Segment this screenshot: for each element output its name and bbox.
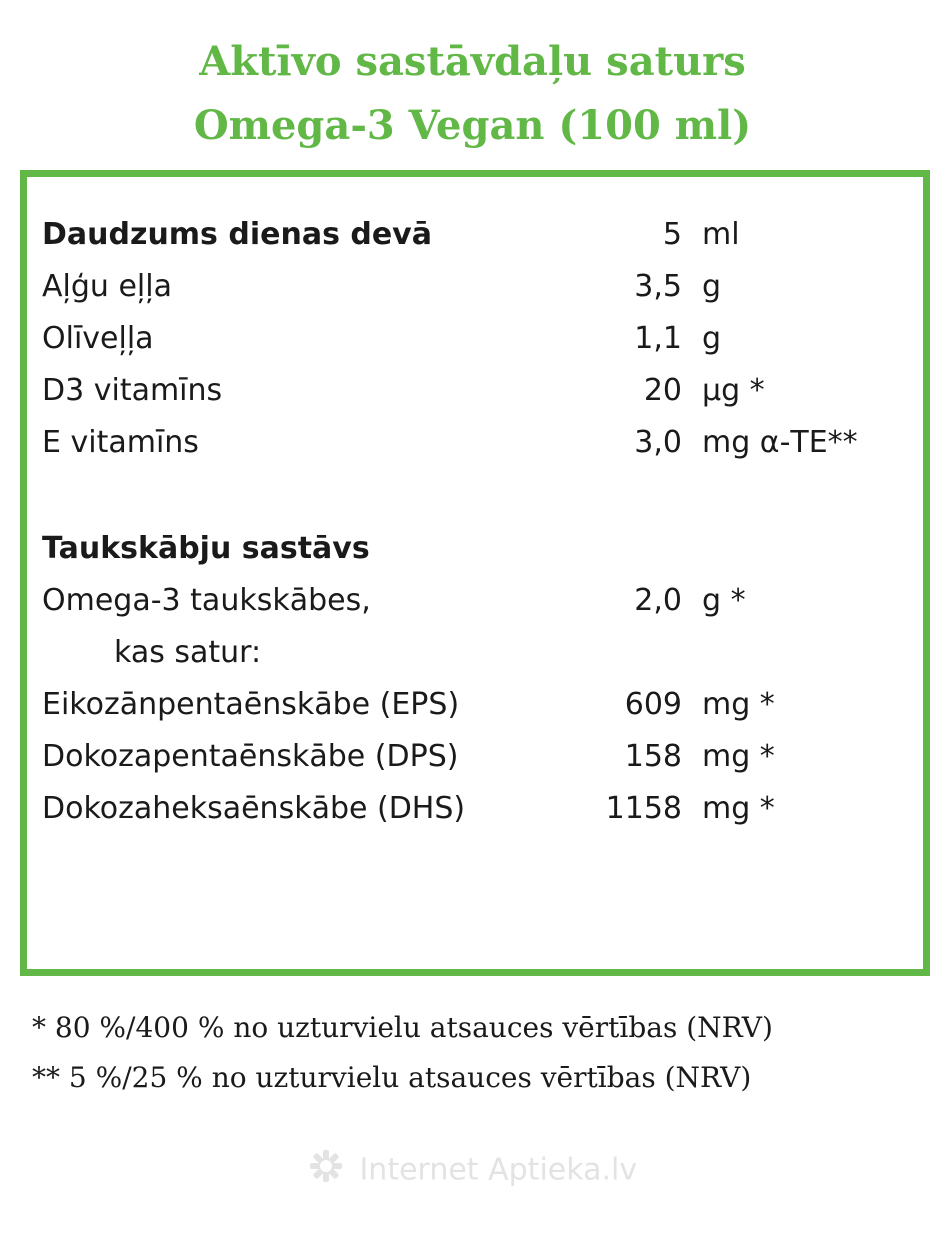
title-line-1: Aktīvo sastāvdaļu saturs bbox=[199, 38, 746, 85]
row-unit: µg * bbox=[702, 373, 765, 408]
row-unit: g * bbox=[702, 583, 746, 618]
row-value: 3,0 bbox=[634, 425, 682, 460]
table-row bbox=[42, 417, 902, 469]
row-name: E vitamīns bbox=[42, 425, 199, 460]
table-row bbox=[42, 679, 902, 731]
title-line-2: Omega-3 Vegan (100 ml) bbox=[193, 102, 752, 149]
pharmacy-logo-icon bbox=[308, 1148, 344, 1192]
nutrition-table-frame bbox=[20, 170, 930, 976]
row-name: kas satur: bbox=[114, 635, 262, 670]
row-value: 1158 bbox=[605, 791, 682, 826]
row-unit: mg * bbox=[702, 687, 775, 722]
row-name: Dokozaheksaēnskābe (DHS) bbox=[42, 791, 466, 826]
row-name: D3 vitamīns bbox=[42, 373, 223, 408]
row-value: 158 bbox=[624, 739, 682, 774]
row-name: Aļģu eļļa bbox=[42, 269, 172, 304]
table-row bbox=[42, 783, 902, 835]
row-unit: g bbox=[702, 269, 722, 304]
row-value: 2,0 bbox=[634, 583, 682, 618]
row-value: 3,5 bbox=[634, 269, 682, 304]
table-row bbox=[42, 261, 902, 313]
row-name: Omega-3 taukskābes, bbox=[42, 583, 371, 618]
table-row bbox=[42, 627, 902, 679]
table-row bbox=[42, 575, 902, 627]
row-unit: mg α-TE** bbox=[702, 425, 858, 460]
table-row bbox=[42, 313, 902, 365]
row-unit: g bbox=[702, 321, 722, 356]
row-unit: mg * bbox=[702, 791, 775, 826]
section-heading bbox=[42, 523, 902, 575]
row-value: 5 bbox=[662, 217, 682, 252]
footnote-nrv-1: * 80 %/400 % no uzturvielu atsauces vērtības (NRV) bbox=[32, 1011, 773, 1044]
row-name: Daudzums dienas devā bbox=[42, 217, 432, 252]
row-value: 609 bbox=[624, 687, 682, 722]
row-unit: ml bbox=[702, 217, 740, 252]
row-name: Eikozānpentaēnskābe (EPS) bbox=[42, 687, 460, 722]
table-row bbox=[42, 209, 902, 261]
watermark bbox=[0, 1148, 945, 1192]
row-name: Olīveļļa bbox=[42, 321, 154, 356]
row-value: 20 bbox=[643, 373, 682, 408]
row-name: Dokozapentaēnskābe (DPS) bbox=[42, 739, 459, 774]
table-row bbox=[42, 365, 902, 417]
row-value: 1,1 bbox=[634, 321, 682, 356]
row-unit: mg * bbox=[702, 739, 775, 774]
watermark-text: Internet Aptieka.lv bbox=[359, 1152, 638, 1188]
table-row bbox=[42, 731, 902, 783]
footnote-nrv-2: ** 5 %/25 % no uzturvielu atsauces vērtības (NRV) bbox=[32, 1061, 752, 1094]
section-heading-text: Taukskābju sastāvs bbox=[42, 531, 370, 566]
